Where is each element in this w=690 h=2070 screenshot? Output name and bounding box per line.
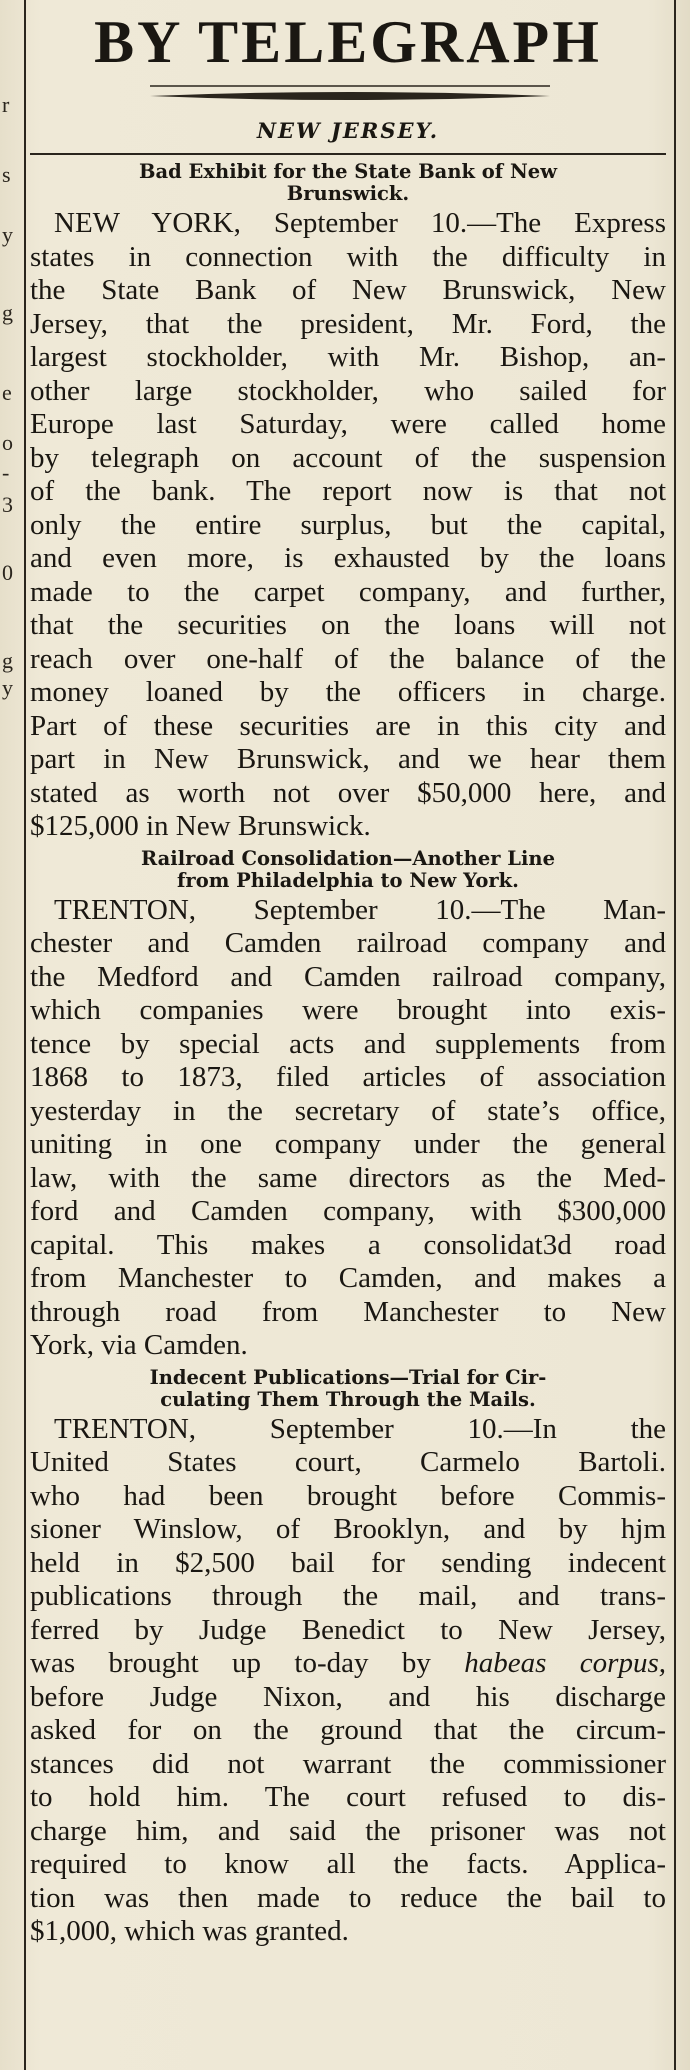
body-line: uniting in one company under the general: [30, 1128, 666, 1160]
body-line: other large stockholder, who sailed for: [30, 374, 666, 407]
body-line: required to know all the facts. Applica-: [30, 1848, 666, 1880]
gutter-char: o: [2, 430, 13, 455]
gutter-char: 0: [2, 560, 13, 585]
dateline: TRENTON,: [54, 893, 197, 926]
body-line: stances did not warrant the commissioner: [30, 1747, 666, 1780]
body-line: held in $2,500 bail for sending indecent: [30, 1546, 666, 1579]
article-body: [30, 207, 666, 844]
body-line: TRENTON, September 10.—The Man-: [54, 893, 666, 926]
body-line: asked for on the ground that the circum-: [30, 1714, 666, 1746]
body-line: before Judge Nixon, and his discharge: [30, 1680, 666, 1713]
body-line: that the securities on the loans will not: [30, 609, 666, 641]
body-line: tion was then made to reduce the bail to: [30, 1881, 666, 1914]
gutter-char: -: [2, 460, 10, 485]
body-line: Jersey, that the president, Mr. Ford, the: [30, 307, 666, 340]
left-gutter: [0, 0, 26, 2070]
body-line: United States court, Carmelo Bartoli.: [30, 1446, 666, 1478]
article: [30, 161, 666, 844]
body-line: from Manchester to Camden, and makes a: [30, 1262, 666, 1294]
italic-phrase: habeas corpus,: [464, 1647, 666, 1679]
dateline: NEW YORK,: [54, 207, 241, 239]
body-line: chester and Camden railroad company and: [30, 927, 666, 959]
article-body: [30, 894, 666, 1363]
headline-line: Indecent Publications—Trial for Cir-: [149, 1365, 547, 1389]
body-line: Part of these securities are in this city and: [30, 709, 666, 742]
gutter-char: s: [2, 162, 11, 187]
body-line: 1868 to 1873, filed articles of association: [30, 1061, 666, 1093]
body-line: part in New Brunswick, and we hear them: [30, 743, 666, 775]
article: [30, 848, 666, 1363]
body-line: publications through the mail, and trans-: [30, 1580, 666, 1612]
body-line: which companies were brought into exis-: [30, 994, 666, 1026]
ornamental-rule: [30, 78, 666, 108]
body-line: tence by special acts and supplements from: [30, 1027, 666, 1060]
body-line: reach over one-half of the balance of the: [30, 642, 666, 675]
body-line: of the bank. The report now is that not: [30, 475, 666, 507]
body-line: Europe last Saturday, were called home: [30, 408, 666, 440]
body-line: to hold him. The court refused to dis-: [30, 1781, 666, 1813]
divider: [30, 153, 666, 155]
gutter-char: g: [2, 300, 13, 325]
body-line: by telegraph on account of the suspension: [30, 441, 666, 474]
masthead: BY TELEGRAPH: [94, 9, 602, 75]
article: [30, 1367, 666, 1949]
gutter-char: e: [2, 380, 12, 405]
body-line: York, via Camden.: [30, 1329, 248, 1361]
gutter-char: 3: [2, 492, 13, 517]
body-line: and even more, is exhausted by the loans: [30, 542, 666, 574]
body-line: ford and Camden company, with $300,000: [30, 1195, 666, 1227]
body-line: stated as worth not over $50,000 here, and: [30, 776, 666, 809]
body-line: made to the carpet company, and further,: [30, 575, 666, 608]
body-line: the State Bank of New Brunswick, New: [30, 274, 666, 306]
body-line: $1,000, which was granted.: [30, 1915, 349, 1947]
article-headline: [36, 161, 660, 205]
body-line: charge him, and said the prisoner was not: [30, 1814, 666, 1847]
body-line: largest stockholder, with Mr. Bishop, an-: [30, 341, 666, 373]
body-line: through road from Manchester to New: [30, 1295, 666, 1328]
body-line: was brought up to-day by habeas corpus,: [30, 1647, 666, 1679]
body-line: money loaned by the officers in charge.: [30, 676, 666, 708]
article-headline: [36, 1367, 660, 1411]
body-line: TRENTON, September 10.—In the: [54, 1412, 666, 1445]
body-line: states in connection with the difficulty in: [30, 240, 666, 273]
ornament-icon: [150, 82, 550, 104]
body-line: yesterday in the secretary of state’s office,: [30, 1094, 666, 1127]
body-line: $125,000 in New Brunswick.: [30, 810, 371, 842]
headline-line: Bad Exhibit for the State Bank of New: [138, 160, 557, 183]
headline-line: culating Them Through the Mails.: [160, 1387, 536, 1411]
gutter-char: y: [2, 222, 13, 247]
headline-line: from Philadelphia to New York.: [177, 868, 519, 892]
body-line: sioner Winslow, of Brooklyn, and by hjm: [30, 1513, 666, 1545]
body-line: only the entire surplus, but the capital,: [30, 508, 666, 541]
article-headline: [36, 848, 660, 892]
body-line: NEW YORK, September 10.—The Express: [54, 207, 666, 239]
right-gutter: [674, 0, 690, 2070]
headline-line: Railroad Consolidation—Another Line: [141, 846, 555, 870]
body-line: who had been brought before Commis-: [30, 1479, 666, 1512]
gutter-char: y: [2, 675, 13, 700]
gutter-char: r: [2, 92, 10, 117]
body-line: ferred by Judge Benedict to New Jersey,: [30, 1613, 666, 1646]
article-column: [30, 0, 666, 2070]
gutter-char: g: [2, 648, 13, 673]
body-line: capital. This makes a consolidat3d road: [30, 1228, 666, 1261]
dateline: TRENTON,: [54, 1412, 197, 1445]
body-line: law, with the same directors as the Med-: [30, 1161, 666, 1194]
article-body: [30, 1413, 666, 1949]
section-heading: NEW JERSEY.: [256, 118, 440, 143]
headline-line: Brunswick.: [286, 182, 410, 205]
body-line: the Medford and Camden railroad company,: [30, 960, 666, 993]
